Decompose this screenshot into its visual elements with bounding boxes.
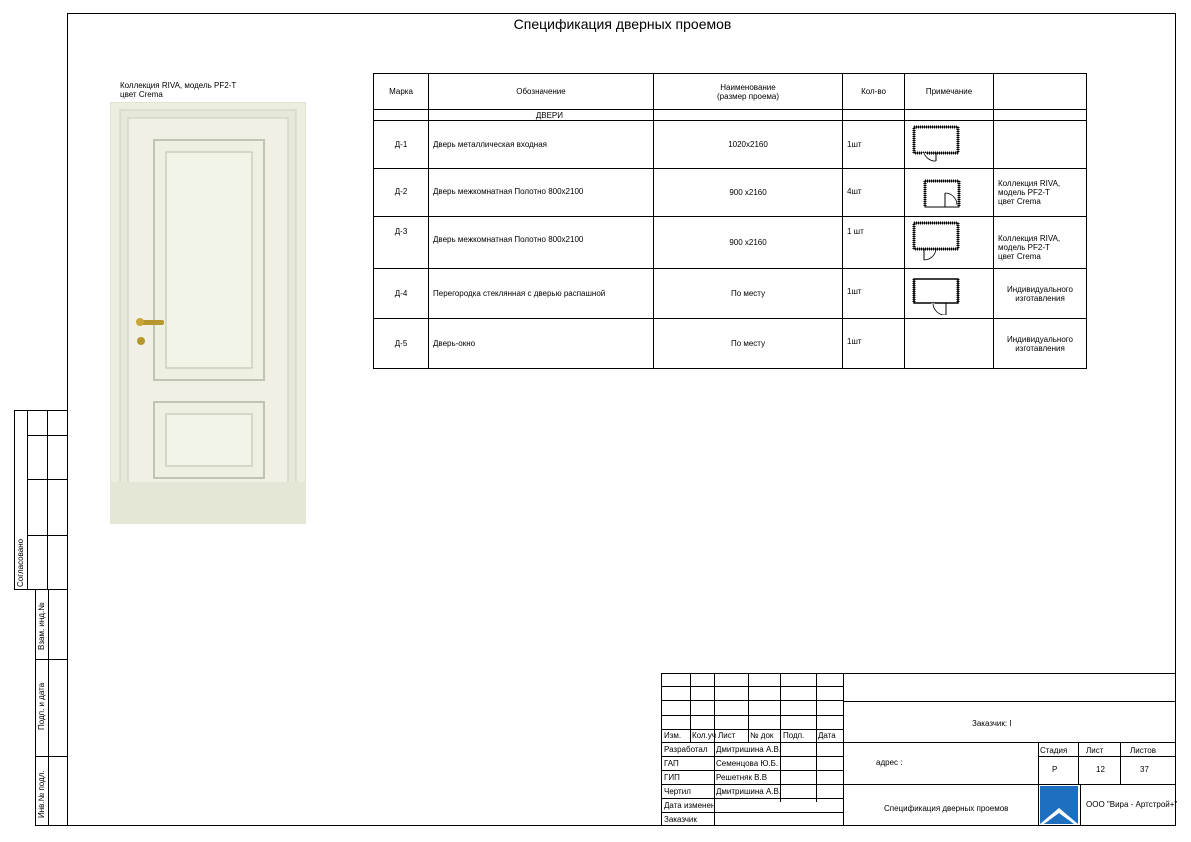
- header-designation: Обозначение: [429, 74, 654, 110]
- table-row: [374, 169, 1087, 217]
- company-logo-icon: [1040, 786, 1078, 824]
- agreed-label: Согласовано: [16, 538, 25, 587]
- title-block: [661, 673, 1176, 826]
- row-designation: Дверь межкомнатная Полотно 800x2100: [429, 217, 654, 269]
- row-symbol: [905, 121, 994, 169]
- header-name: [654, 74, 843, 110]
- row-size: По месту: [654, 269, 843, 319]
- col-izm: Изм.: [664, 731, 682, 740]
- row-size: По месту: [654, 319, 843, 369]
- role-drafter: Чертил: [664, 787, 691, 796]
- row-qty: 1шт: [843, 319, 905, 369]
- row-symbol: [905, 217, 994, 269]
- row-note: [994, 169, 1087, 217]
- row-size: 900 x2160: [654, 169, 843, 217]
- row-note: [994, 121, 1087, 169]
- row-mark: Д-1: [374, 121, 429, 169]
- row-note: [994, 269, 1087, 319]
- row-designation: Дверь металлическая входная: [429, 121, 654, 169]
- role-developer: Разработал: [664, 745, 708, 754]
- row-symbol: [905, 169, 994, 217]
- sign-date-label: Подп. и дата: [37, 682, 46, 730]
- door-plan-icon: [909, 220, 963, 264]
- row-qty: 1шт: [843, 269, 905, 319]
- role-changed: Дата изменен: [664, 801, 716, 810]
- note-line: Индивидуального: [1007, 284, 1073, 294]
- note-line: Коллекция RIVA,: [998, 179, 1061, 188]
- row-note: [994, 319, 1087, 369]
- customer-label: Заказчик: I: [972, 719, 1012, 728]
- door-plan-icon: [909, 124, 963, 164]
- table-row: [374, 269, 1087, 319]
- section-row: [374, 110, 1087, 121]
- stage-label: Стадия: [1040, 746, 1068, 755]
- section-label: ДВЕРИ: [429, 110, 654, 121]
- note-line: цвет Crema: [998, 252, 1041, 261]
- header-mark: Марка: [374, 74, 429, 110]
- sheets-value: 37: [1140, 765, 1149, 774]
- door-plan-icon: [909, 271, 963, 315]
- agreed-strip: [14, 410, 68, 590]
- header-note: Примечание: [905, 74, 994, 110]
- row-designation: Дверь-окно: [429, 319, 654, 369]
- note-line: изготавления: [1015, 343, 1065, 353]
- row-designation: Перегородка стеклянная с дверью распашной: [429, 269, 654, 319]
- row-mark: Д-4: [374, 269, 429, 319]
- door-caption-line1: Коллекция RIVA, модель PF2-T: [120, 81, 237, 90]
- name-gip: Решетняк В.В: [716, 773, 768, 782]
- note-line: модель PF2-T: [998, 243, 1050, 252]
- doc-title: Спецификация дверных проемов: [884, 804, 1009, 813]
- row-qty: 4шт: [843, 169, 905, 217]
- inv-orig-label: Инв.№ подл.: [37, 770, 46, 818]
- stage-value: Р: [1052, 765, 1058, 774]
- name-gap: Семенцова Ю.Б.: [716, 759, 779, 768]
- table-row: [374, 217, 1087, 269]
- note-line: Коллекция RIVA,: [998, 234, 1061, 243]
- col-list: Лист: [718, 731, 736, 740]
- inv-replace-label: Взам. инд.№: [37, 602, 46, 650]
- note-line: Индивидуального: [1007, 334, 1073, 344]
- address-label: адрес :: [876, 758, 903, 767]
- signature-strip: [35, 590, 68, 826]
- row-note: [994, 217, 1087, 269]
- note-line: изготавления: [1015, 293, 1065, 303]
- page-title: Спецификация дверных проемов: [513, 16, 732, 32]
- row-symbol: [905, 319, 994, 369]
- row-mark: Д-2: [374, 169, 429, 217]
- header-name-line2: (размер проема): [716, 91, 780, 101]
- row-designation: Дверь межкомнатная Полотно 800x2100: [429, 169, 654, 217]
- header-name-line1: Наименование: [720, 82, 776, 92]
- row-qty: 1шт: [843, 121, 905, 169]
- col-kolvo: Кол.уч: [692, 731, 716, 740]
- col-date: Дата: [818, 731, 836, 740]
- spec-table: [373, 73, 1087, 369]
- name-drafter: Дмитришина А.В.: [716, 787, 782, 796]
- note-line: модель PF2-T: [998, 188, 1050, 197]
- table-row: [374, 319, 1087, 369]
- col-sign: Подп.: [783, 731, 805, 740]
- col-doc: № док: [750, 731, 774, 740]
- header-qty: Кол-во: [843, 74, 905, 110]
- role-gip: ГИП: [664, 773, 680, 782]
- note-line: цвет Crema: [998, 197, 1041, 206]
- row-mark: Д-5: [374, 319, 429, 369]
- row-size: 1020x2160: [654, 121, 843, 169]
- role-gap: ГАП: [664, 759, 679, 768]
- door-image: [110, 102, 306, 524]
- sheet-value: 12: [1096, 765, 1105, 774]
- row-qty: 1 шт: [843, 217, 905, 269]
- table-header-row: [374, 74, 1087, 110]
- row-size: 900 x2160: [654, 217, 843, 269]
- row-symbol: [905, 269, 994, 319]
- sheets-label: Листов: [1130, 746, 1156, 755]
- table-row: [374, 121, 1087, 169]
- company-name: ООО "Вира - Артстрой+": [1086, 800, 1178, 809]
- door-caption: [120, 81, 236, 99]
- name-developer: Дмитришина А.В.: [716, 745, 782, 754]
- header-extra: [994, 74, 1087, 110]
- door-caption-line2: цвет Crema: [120, 90, 163, 99]
- row-mark: Д-3: [374, 217, 429, 269]
- role-customer: Заказчик: [664, 815, 697, 824]
- door-plan-icon: [909, 175, 963, 209]
- sheet-label: Лист: [1086, 746, 1104, 755]
